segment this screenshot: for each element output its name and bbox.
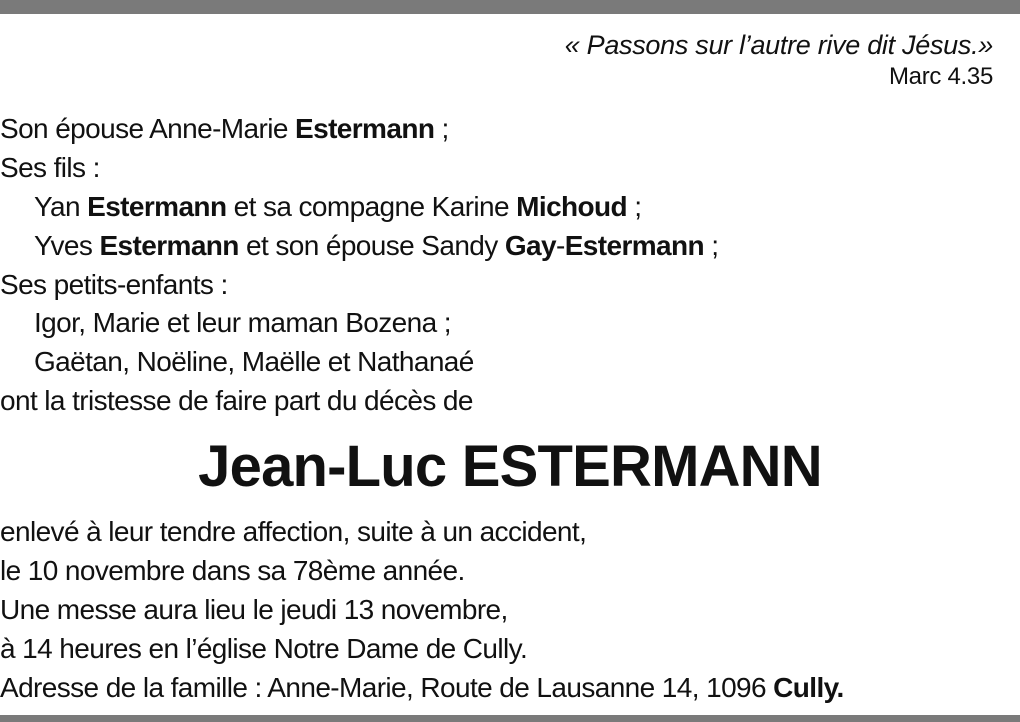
wife-surname: Estermann [295, 113, 435, 144]
obituary-notice [0, 14, 1020, 715]
grandchildren-line: Igor, Marie et leur maman Bozena ; [34, 307, 451, 339]
family-address: Adresse de la famille : Anne-Marie, Route de Lausanne 14, 1096 Cully. [0, 672, 844, 703]
deceased-name: Jean-Luc ESTERMANN [198, 434, 822, 499]
grandchildren-heading: Ses petits-enfants : [0, 268, 228, 300]
son-line: Yan Estermann et sa compagne Karine Michoud ; [34, 190, 642, 222]
grandchildren-line: Gaëtan, Noëline, Maëlle et Nathanaé [34, 346, 474, 378]
family-list [0, 110, 718, 421]
top-border [0, 0, 1020, 14]
details-line: le 10 novembre dans sa 78ème année. [0, 555, 465, 586]
son-line: Yves Estermann et son épouse Sandy Gay-Estermann ; [34, 229, 719, 261]
bottom-border [0, 715, 1020, 722]
sons-heading: Ses fils : [0, 151, 100, 183]
wife-line: Son épouse Anne-Marie Estermann ; [0, 113, 449, 144]
quote-text: « Passons sur l’autre rive dit Jésus.» [564, 30, 993, 60]
notice-details [0, 512, 844, 707]
details-line: à 14 heures en l’église Notre Dame de Cully. [0, 633, 528, 664]
address-city: Cully. [773, 672, 844, 703]
details-line: Une messe aura lieu le jeudi 13 novembre, [0, 594, 508, 625]
quote-reference: Marc 4.35 [888, 63, 993, 90]
details-line: enlevé à leur tendre affection, suite à un accident, [0, 516, 587, 547]
announcement-line: ont la tristesse de faire part du décès de [0, 385, 473, 417]
bible-quote [565, 29, 993, 93]
